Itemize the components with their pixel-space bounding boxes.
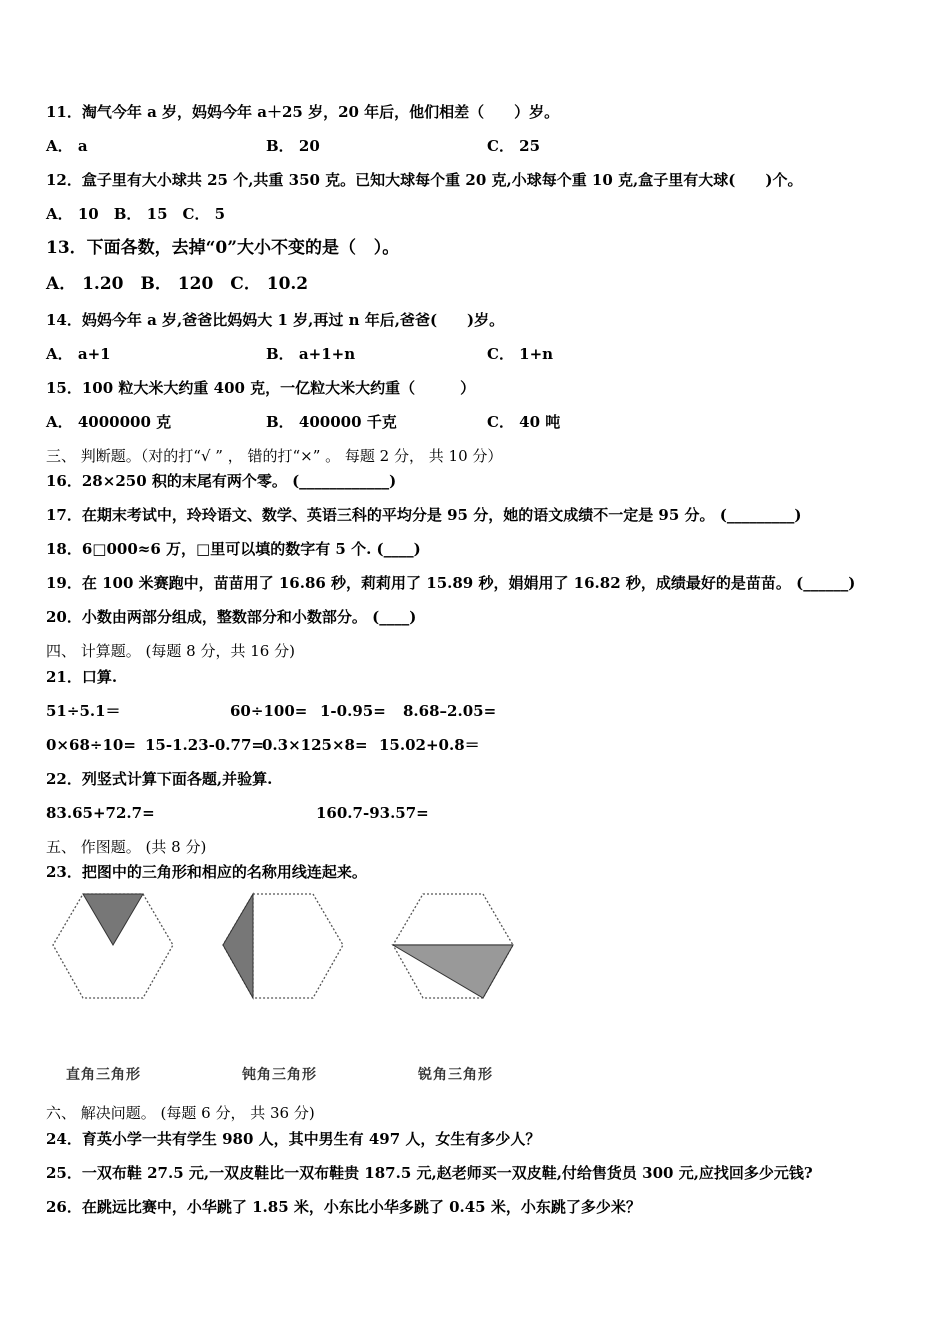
section-3-heading: 三、 判断题。（对的打“√ ” ， 错的打“×” 。 每题 2 分， 共 10 分）	[46, 447, 503, 465]
question-14: 14．妈妈今年 a 岁,爸爸比妈妈大 1 岁,再过 n 年后,爸爸( )岁。	[46, 311, 505, 329]
question-17: 17．在期末考试中，玲玲语文、数学、英语三科的平均分是 95 分，她的语文成绩不一定是 95 分。 (_________)	[46, 506, 802, 524]
q14-option-a: A． a+1	[46, 345, 111, 363]
question-13: 13．下面各数，去掉“0”大小不变的是（ ）。	[46, 238, 400, 258]
q21-expr: 60÷100=	[230, 702, 308, 720]
section-4-heading: 四、 计算题。 (每题 8 分，共 16 分)	[46, 642, 295, 660]
q21-expr: 15-1.23-0.77=	[145, 736, 264, 754]
question-16: 16．28×250 积的末尾有两个零。 (____________)	[46, 472, 397, 490]
q14-option-c: C． 1+n	[487, 345, 554, 363]
q13-options: A． 1.20 B． 120 C． 10.2	[46, 274, 309, 294]
question-22-title: 22．列竖式计算下面各题,并验算.	[46, 770, 273, 788]
hexagon-figure-3	[388, 890, 518, 1002]
q12-options: A． 10 B． 15 C． 5	[46, 205, 226, 223]
label-right-triangle: 直角三角形	[66, 1067, 141, 1083]
question-20: 20．小数由两部分组成，整数部分和小数部分。 (____)	[46, 608, 417, 626]
q21-expr: 0×68÷10=	[46, 736, 136, 754]
q15-option-c: C． 40 吨	[487, 413, 561, 431]
question-11: 11．淘气今年 a 岁，妈妈今年 a＋25 岁，20 年后，他们相差（ ）岁。	[46, 103, 560, 121]
hexagon-figure-2	[218, 890, 348, 1002]
q21-expr: 8.68–2.05=	[403, 702, 497, 720]
question-15: 15．100 粒大米大约重 400 克，一亿粒大米大约重（ ）	[46, 379, 476, 397]
question-18: 18．6□000≈6 万，□里可以填的数字有 5 个. (____)	[46, 540, 421, 558]
q11-option-b: B． 20	[266, 137, 320, 155]
label-obtuse-triangle: 钝角三角形	[242, 1067, 317, 1083]
hexagon-figure-1	[48, 890, 178, 1002]
question-26: 26．在跳远比赛中，小华跳了 1.85 米，小东比小华多跳了 0.45 米，小东跳了多少米？	[46, 1198, 641, 1216]
question-21-title: 21．口算.	[46, 668, 118, 686]
shaded-triangle	[83, 894, 143, 945]
q21-expr: 15.02+0.8＝	[379, 736, 480, 754]
shaded-triangle	[393, 945, 513, 998]
question-23-title: 23．把图中的三角形和相应的名称用线连起来。	[46, 863, 367, 881]
question-24: 24．育英小学一共有学生 980 人，其中男生有 497 人，女生有多少人？	[46, 1130, 541, 1148]
question-12: 12．盒子里有大小球共 25 个,共重 350 克。已知大球每个重 20 克,小球每个重 10 克,盒子里有大球( )个。	[46, 171, 803, 189]
q21-expr: 1-0.95=	[320, 702, 386, 720]
q15-option-a: A． 4000000 克	[46, 413, 172, 431]
q11-option-a: A． a	[46, 137, 88, 155]
label-acute-triangle: 锐角三角形	[418, 1067, 493, 1083]
q14-option-b: B． a+1+n	[266, 345, 356, 363]
q22-expr-1: 83.65+72.7=	[46, 804, 155, 822]
q21-expr: 0.3×125×8=	[262, 736, 368, 754]
shaded-triangle	[223, 894, 253, 998]
section-5-heading: 五、 作图题。 (共 8 分)	[46, 838, 207, 856]
q11-option-c: C． 25	[487, 137, 541, 155]
q15-option-b: B． 400000 千克	[266, 413, 397, 431]
q21-expr: 51÷5.1＝	[46, 702, 121, 720]
q22-expr-2: 160.7-93.57=	[316, 804, 429, 822]
section-6-heading: 六、 解决问题。 (每题 6 分， 共 36 分)	[46, 1104, 315, 1122]
question-25: 25．一双布鞋 27.5 元,一双皮鞋比一双布鞋贵 187.5 元,赵老师买一双皮鞋,付给售货员 300 元,应找回多少元钱?	[46, 1164, 813, 1182]
question-19: 19．在 100 米赛跑中，苗苗用了 16.86 秒，莉莉用了 15.89 秒，娟娟用了 16.82 秒，成绩最好的是苗苗。 (______)	[46, 574, 856, 592]
